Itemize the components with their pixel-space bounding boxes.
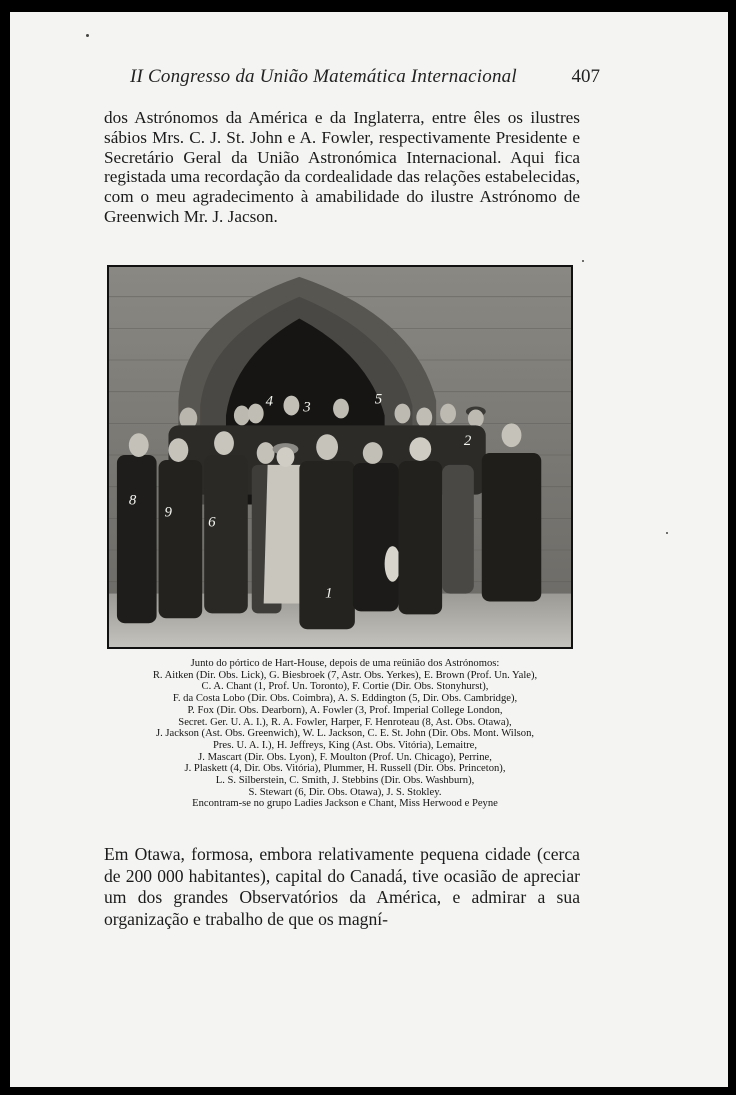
photo-label-4: 4 xyxy=(265,393,274,410)
page-header xyxy=(130,64,600,92)
photo-illustration xyxy=(109,267,571,647)
caption-line: J. Plaskett (4, Dir. Obs. Vitória), Plummer, H. Russell (Dir. Obs. Princeton), xyxy=(184,763,506,775)
paragraph-top: dos Astrónomos da América e da Inglaterra, entre êles os ilustres sábios Mrs. C. J. St. John e A. Fowler, respectivamente Presidente e Secretário Geral da União Astronómica Internacional. Aqui fica registada uma recordação da cordealidade das relações estabelecidas, com o meu agradecimento à amabilidade do ilustre Astrónomo de Greenwich Mr. J. Jacson. xyxy=(104,108,580,226)
caption-line: P. Fox (Dir. Obs. Dearborn), A. Fowler (3, Prof. Imperial College London, xyxy=(187,704,503,716)
caption-line: J. Jackson (Ast. Obs. Greenwich), W. L. Jackson, C. E. St. John (Dir. Obs. Mont. Wilson, xyxy=(155,728,535,740)
caption-line: Encontram-se no grupo Ladies Jackson e Chant, Miss Herwood e Peyne xyxy=(192,798,498,810)
caption-line: S. Stewart (6, Dir. Obs. Otawa), J. S. Stokley. xyxy=(248,786,442,798)
photo-label-5: 5 xyxy=(374,391,383,408)
caption-line: Pres. U. A. I.), H. Jeffreys, King (Ast. Obs. Vitória), Lemaitre, xyxy=(212,739,478,751)
photo-label-2: 2 xyxy=(463,433,472,450)
caption-line: Junto do pórtico de Hart-House, depois de uma reünião dos Astrónomos: xyxy=(190,658,500,669)
caption-line: C. A. Chant (1, Prof. Un. Toronto), F. Cortie (Dir. Obs. Stonyhurst), xyxy=(201,681,489,693)
photo-label-9: 9 xyxy=(164,504,172,521)
running-head: II Congresso da União Matemática Internacional xyxy=(130,66,517,87)
paragraph-bottom: Em Otawa, formosa, embora relativamente pequena cidade (cerca de 200 000 habitantes), capital do Canadá, tive ocasião de apreciar um dos grandes Observatórios da América, e admirar a sua organização e trabalho de que os magní- xyxy=(104,844,580,929)
print-speck xyxy=(666,532,668,534)
caption-line: F. da Costa Lobo (Dir. Obs. Coimbra), A. S. Eddington (5, Dir. Obs. Cambridge), xyxy=(172,693,518,705)
print-speck xyxy=(582,260,584,262)
photo-caption xyxy=(100,658,590,810)
print-speck xyxy=(86,34,89,37)
photo-label-6: 6 xyxy=(208,514,216,531)
photo-label-8: 8 xyxy=(128,492,137,509)
photo-label-1: 1 xyxy=(325,585,333,602)
caption-line: Secret. Ger. U. A. I.), R. A. Fowler, Harper, F. Henroteau (8, Ast. Obs. Otawa), xyxy=(178,716,512,728)
book-page xyxy=(10,12,728,1087)
group-photograph xyxy=(107,265,573,649)
photo-label-3: 3 xyxy=(303,399,311,416)
caption-line: R. Aitken (Dir. Obs. Lick), G. Biesbroek (7, Astr. Obs. Yerkes), E. Brown (Prof. Un. Yale), xyxy=(152,669,538,681)
caption-line: L. S. Silberstein, C. Smith, J. Stebbins (Dir. Obs. Washburn), xyxy=(215,775,475,787)
caption-line: J. Mascart (Dir. Obs. Lyon), F. Moulton (Prof. Un. Chicago), Perrine, xyxy=(198,751,492,763)
page-number: 407 xyxy=(571,66,600,87)
